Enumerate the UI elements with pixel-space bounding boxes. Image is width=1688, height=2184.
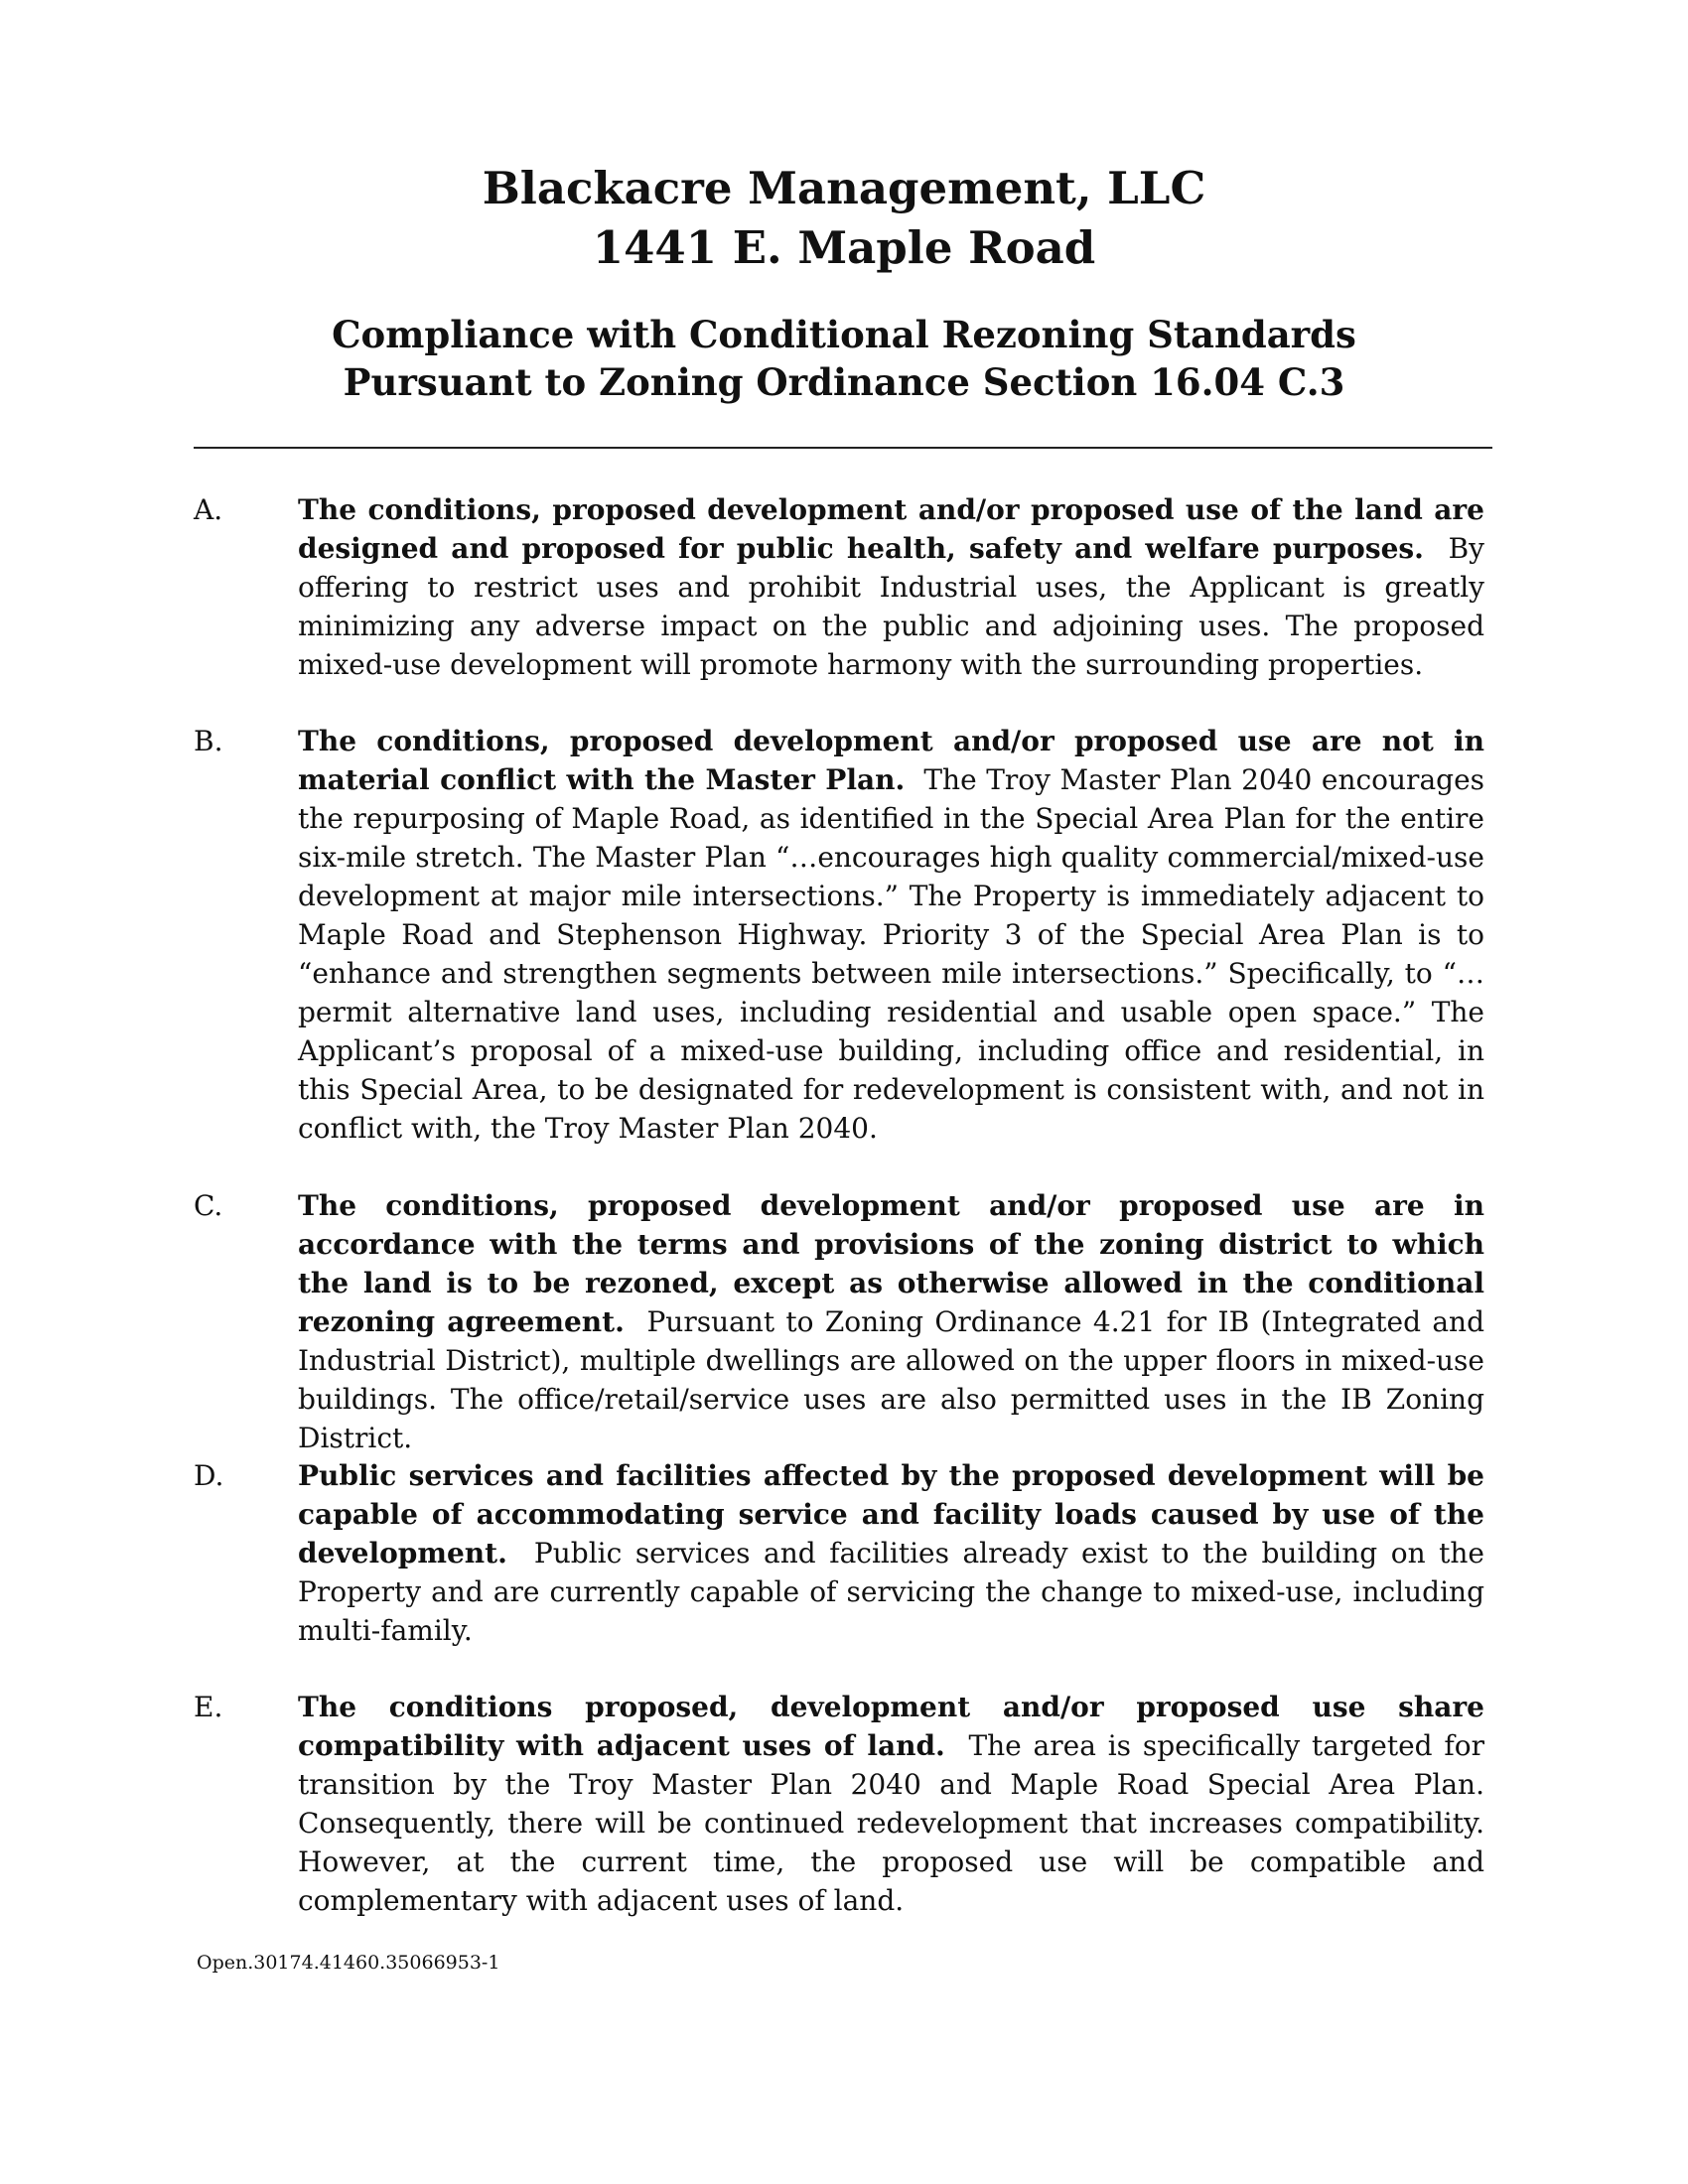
item-body bbox=[298, 490, 1484, 684]
item-letter: A. bbox=[194, 493, 223, 526]
company-name: Blackacre Management, LLC bbox=[482, 162, 1206, 214]
header-divider bbox=[194, 447, 1492, 449]
property-address: 1441 E. Maple Road bbox=[592, 221, 1096, 274]
item-heading: The conditions, proposed development and/or proposed use of the land are designed and proposed for public health, safety and welfare purposes. bbox=[298, 493, 1484, 565]
item-body bbox=[298, 1186, 1484, 1457]
subtitle-heading-1 bbox=[0, 311, 1688, 358]
subtitle-heading-2 bbox=[0, 358, 1688, 406]
item-body bbox=[298, 1456, 1484, 1650]
item-heading: The conditions proposed, development and/or proposed use share compatibility with adjacent uses of land. bbox=[298, 1691, 1484, 1762]
address-heading bbox=[0, 218, 1688, 278]
item-text: The area is specifically targeted for transition by the Troy Master Plan 2040 and Maple Road Special Area Plan. Consequently, there will be continued redevelopment that increases compatibility. However, at the current time, the proposed use will be compatible and complementary with adjacent uses of land. bbox=[298, 1729, 1484, 1917]
item-text: Pursuant to Zoning Ordinance 4.21 for IB (Integrated and Industrial District), multiple dwellings are allowed on the upper floors in mixed-use buildings. The office/retail/service uses are also permitted uses in the IB Zoning District. bbox=[298, 1305, 1485, 1454]
item-heading: Public services and facilities affected by the proposed development will be capable of accommodating service and facility loads caused by use of the development. bbox=[298, 1459, 1484, 1570]
company-name-heading bbox=[0, 159, 1688, 218]
item-heading: The conditions, proposed development and/or proposed use are not in material conflict with the Master Plan. bbox=[298, 725, 1484, 796]
document-id-footer: Open.30174.41460.35066953-1 bbox=[197, 1952, 500, 1974]
item-heading: The conditions, proposed development and/or proposed use are in accordance with the terms and provisions of the zoning district to which the land is to be rezoned, except as otherwise allowed in the conditional rezoning agreement. bbox=[298, 1189, 1484, 1338]
item-text: The Troy Master Plan 2040 encourages the repurposing of Maple Road, as identified in the Special Area Plan for the entire six-mile stretch. The Master Plan “…encourages high quality commercial/mixed-use development at major mile intersections.” The Property is immediately adjacent to Maple Road and Stephenson Highway. Priority 3 of the Special Area Plan is to “enhance and strengthen segments between mile intersections.” Specifically, to “…permit alternative land uses, including residential and usable open space.” The Applicant’s proposal of a mixed-use building, including office and residential, in this Special Area, to be designated for redevelopment is consistent with, and not in conflict with, the Troy Master Plan 2040. bbox=[298, 763, 1485, 1145]
item-body bbox=[298, 722, 1484, 1148]
item-letter: B. bbox=[194, 725, 223, 757]
subtitle-line-1: Compliance with Conditional Rezoning Standards bbox=[332, 313, 1356, 356]
item-text: Public services and facilities already exist to the building on the Property and are currently capable of servicing the change to mixed-use, including multi-family. bbox=[298, 1537, 1484, 1647]
item-body bbox=[298, 1688, 1484, 1920]
item-text: By offering to restrict uses and prohibit Industrial uses, the Applicant is greatly minimizing any adverse impact on the public and adjoining uses. The proposed mixed-use development will promote harmony with the surrounding properties. bbox=[298, 532, 1484, 681]
item-letter: E. bbox=[194, 1691, 223, 1723]
item-letter: C. bbox=[194, 1189, 223, 1222]
item-letter: D. bbox=[194, 1459, 224, 1492]
subtitle-line-2: Pursuant to Zoning Ordinance Section 16.04 C.3 bbox=[343, 360, 1345, 404]
